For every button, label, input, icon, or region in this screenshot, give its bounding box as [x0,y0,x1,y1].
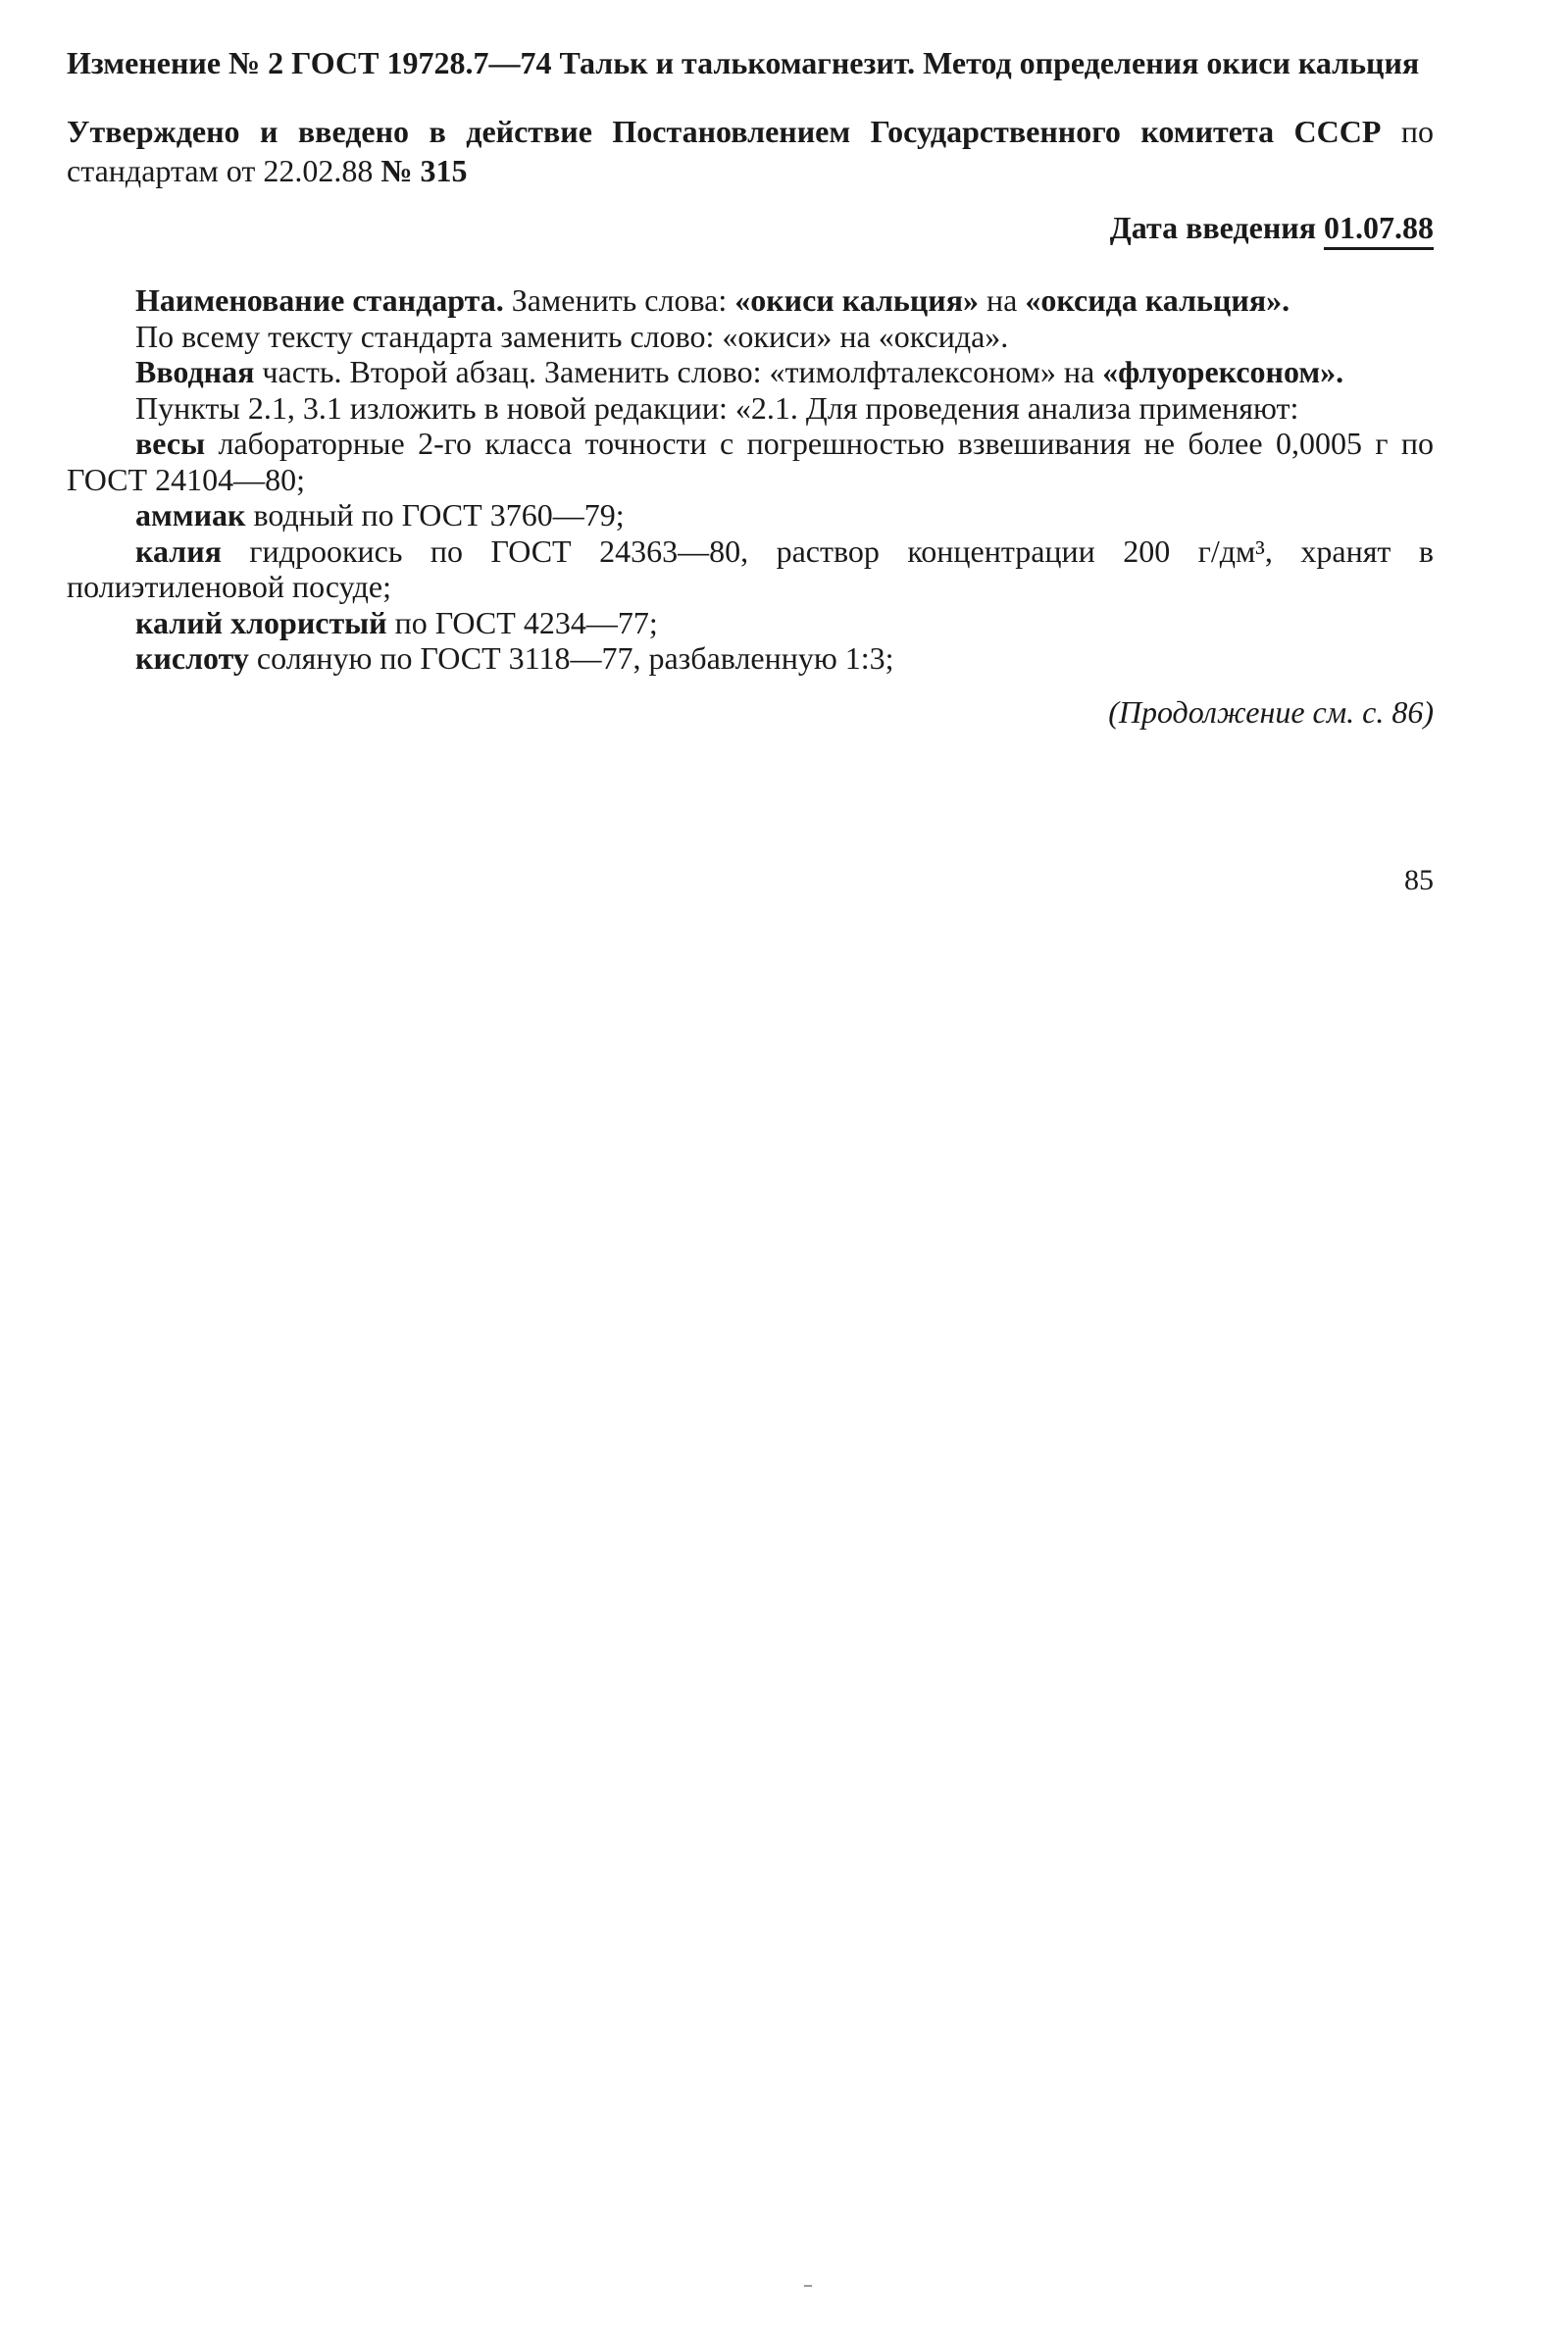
item-text: лабораторные 2-го класса точности с погрешностью взвешивания не более 0,0005 г по ГОСТ 24104—80; [67,426,1434,497]
new-wording: «оксида кальция». [1025,282,1290,318]
paragraph-clauses: Пункты 2.1, 3.1 изложить в новой редакции: «2.1. Для проведения анализа применяют: [135,389,1299,426]
item-head: калия [135,532,222,569]
list-item [67,533,1434,605]
item-head: аммиак [135,497,246,532]
paragraph-head: Наименование стандарта. [135,282,504,318]
item-text: водный по ГОСТ 3760—79; [245,497,625,532]
item-text: соляную по ГОСТ 3118—77, разбавленную 1:3; [248,640,894,676]
item-head: весы [135,426,206,461]
paragraph-standard-name [67,282,1434,319]
paragraph-whole-text: По всему тексту стандарта заменить слово: «окиси» на «оксида». [135,318,1009,354]
paragraph-text: на [979,282,1026,318]
list-item [67,605,1434,641]
paragraph-head: Вводная [135,354,255,389]
continuation-note: (Продолжение см. с. 86) [1108,693,1434,730]
list-item [67,426,1434,497]
list-item [67,640,1434,677]
approval-normal-text: по стандартам от 22.02.88 [67,114,1435,188]
amendment-body [67,282,1434,732]
new-wording: «флуорексоном». [1102,354,1344,389]
item-head: калий хлористый [135,604,387,640]
amendment-title: Изменение № 2 ГОСТ 19728.7—74 Тальк и талькомагнезит. Метод определения окиси кальция [67,45,1420,80]
paragraph-text: Заменить слова: [503,282,735,318]
approval-number: № 315 [380,153,468,188]
equipment-list [67,426,1434,677]
approval-bold-text: Утверждено и введено в действие Постановлением Государственного комитета СССР [67,114,1382,149]
paragraph-text: часть. Второй абзац. Заменить слово: «тимолфталексоном» на [254,354,1103,389]
effective-date-label: Дата введения [1109,210,1324,245]
effective-date-value: 01.07.88 [1324,210,1434,250]
text-column [67,43,1434,732]
item-text: по ГОСТ 4234—77; [386,604,658,640]
old-wording: «окиси кальция» [734,282,980,318]
approval-statement [67,112,1434,190]
paragraph-introduction [67,354,1434,390]
item-head: кислоту [135,640,249,676]
list-item [67,497,1434,533]
page-number: 85 [1404,864,1434,896]
item-text: гидроокись по ГОСТ 24363—80, раствор концентрации 200 г/дм³, хранят в полиэтиленовой посуде; [67,532,1434,604]
scan-speck [804,2285,812,2287]
effective-date-line [67,208,1434,247]
